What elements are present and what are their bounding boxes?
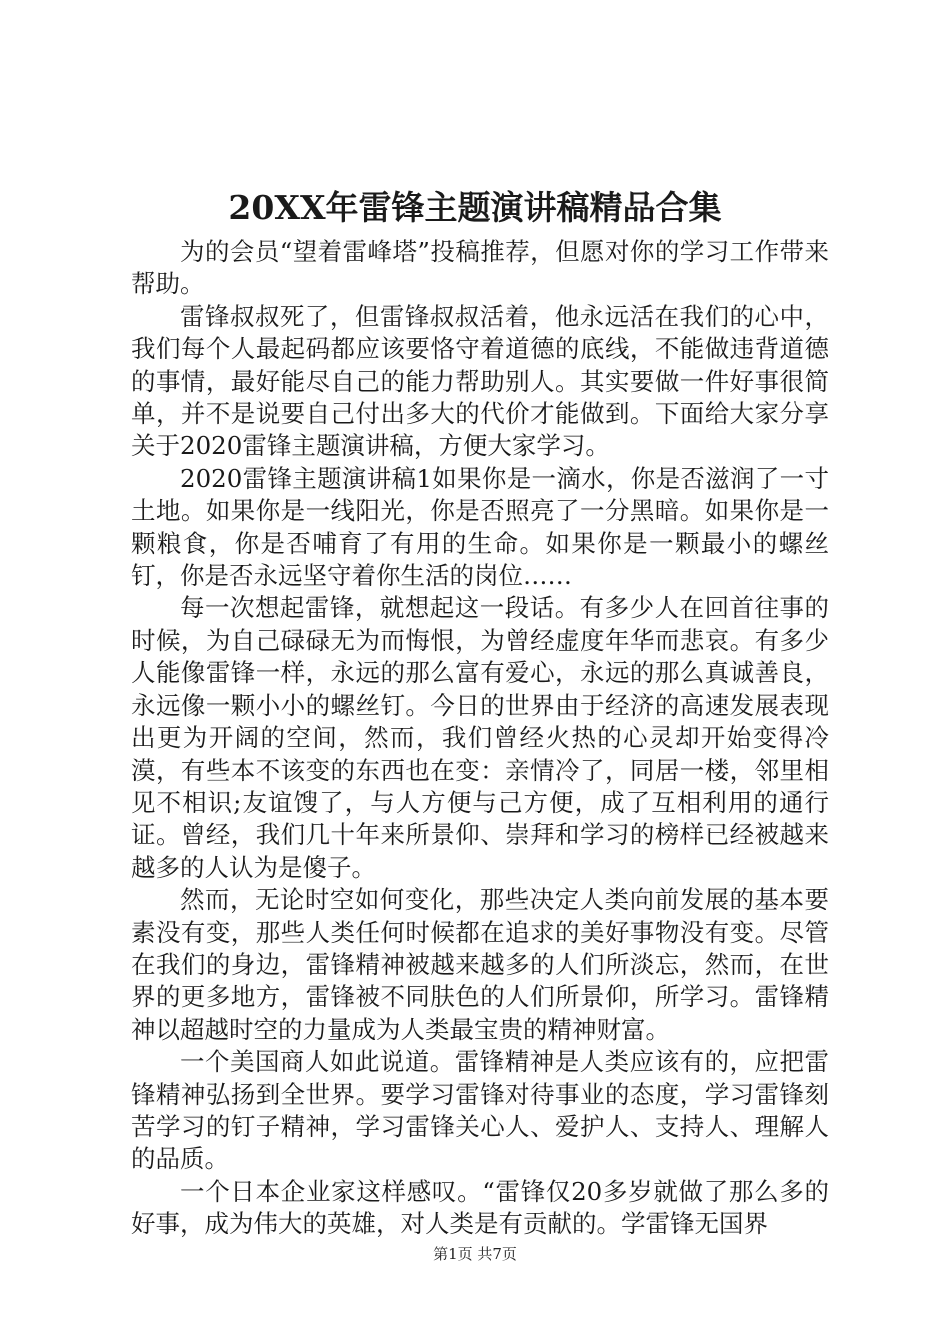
- document-title: 20XX年雷锋主题演讲稿精品合集: [228, 188, 722, 227]
- paragraph: 然而，无论时空如何变化，那些决定人类向前发展的基本要素没有变，那些人类任何时候都在追求的美好事物没有变。尽管在我们的身边，雷锋精神被越来越多的人们所淡忘，然而，在世界的更多地方，雷锋被不同肤色的人们所景仰，所学习。雷锋精神以超越时空的力量成为人类最宝贵的精神财富。: [131, 885, 829, 1044]
- paragraph: 每一次想起雷锋，就想起这一段话。有多少人在回首往事的时候，为自己碌碌无为而悔恨，为曾经虚度年华而悲哀。有多少人能像雷锋一样，永远的那么富有爱心，永远的那么真诚善良，永远像一颗小小的螺丝钉。今日的世界由于经济的高速发展表现出更为开阔的空间，然而，我们曾经火热的心灵却开始变得冷漠，有些本不该变的东西也在变：亲情冷了，同居一楼，邻里相见不相识;友谊馊了，与人方便与己方便，成了互相利用的通行证。曾经，我们几十年来所景仰、崇拜和学习的榜样已经被越来越多的人认为是傻子。: [131, 593, 829, 882]
- paragraph: 为的会员“望着雷峰塔”投稿推荐，但愿对你的学习工作带来帮助。: [131, 237, 829, 299]
- paragraph: 一个美国商人如此说道。雷锋精神是人类应该有的，应把雷锋精神弘扬到全世界。要学习雷锋对待事业的态度，学习雷锋刻苦学习的钉子精神，学习雷锋关心人、爱护人、支持人、理解人的品质。: [131, 1047, 829, 1174]
- document-body: [131, 236, 829, 1241]
- paragraph: 2020雷锋主题演讲稿1如果你是一滴水，你是否滋润了一寸土地。如果你是一线阳光，你是否照亮了一分黑暗。如果你是一颗粮食，你是否哺育了有用的生命。如果你是一颗最小的螺丝钉，你是否永远坚守着你生活的岗位……: [131, 463, 829, 591]
- page-number-footer: 第1页 共7页: [433, 1245, 517, 1263]
- paragraph: 雷锋叔叔死了，但雷锋叔叔活着，他永远活在我们的心中，我们每个人最起码都应该要恪守着道德的底线，不能做违背道德的事情，最好能尽自己的能力帮助别人。其实要做一件好事很简单，并不是说要自己付出多大的代价才能做到。下面给大家分享关于2020雷锋主题演讲稿，方便大家学习。: [131, 301, 829, 461]
- paragraph: 一个日本企业家这样感叹。“雷锋仅20多岁就做了那么多的好事，成为伟大的英雄，对人类是有贡献的。学雷锋无国界: [131, 1176, 829, 1239]
